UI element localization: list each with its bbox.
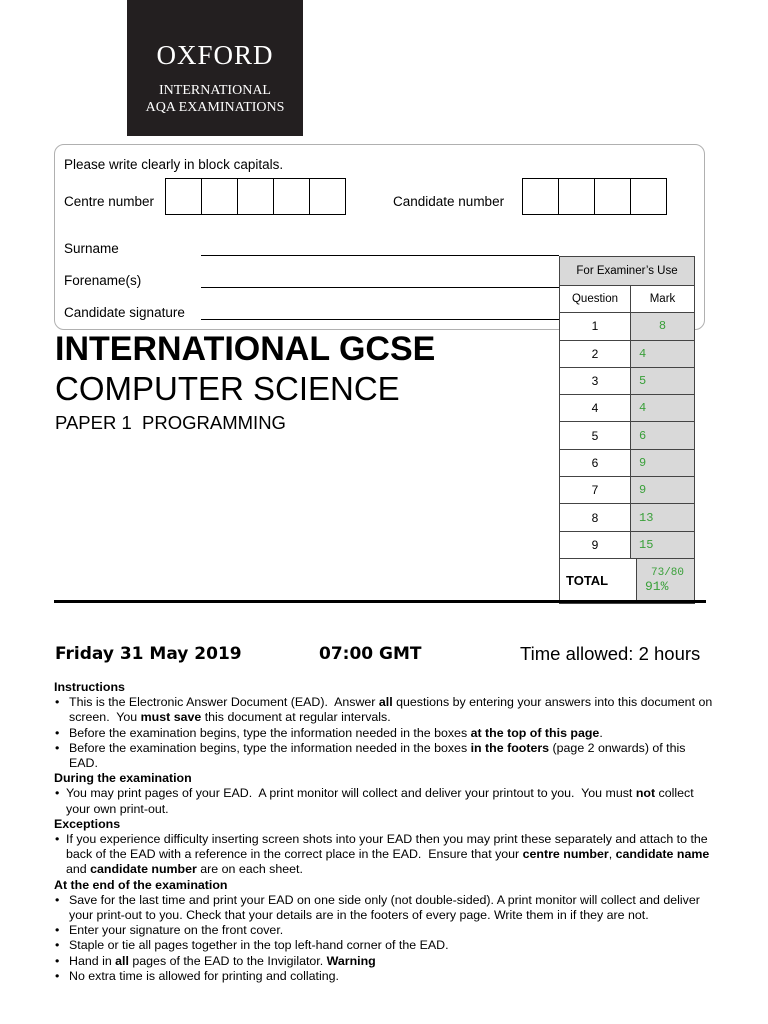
instruction-emphasis: not (635, 786, 656, 801)
table-row (560, 395, 694, 422)
list-item: • Save for the last time and print your EAD on one side only (not double-sided). A print monitor will collect and deliver your print-out to you. Check that your details are in the footers of every page. Write them in if they are not. (54, 893, 714, 923)
instruction-emphasis: candidate number (90, 862, 197, 877)
total-percent: 91% (645, 579, 669, 595)
instruction-text: Before the examination begins, type the information needed in the boxes (69, 725, 471, 740)
paper-title: PAPER 1 PROGRAMMING (55, 412, 286, 433)
logo-line-1: OXFORD (156, 40, 274, 70)
list-item (54, 726, 714, 741)
list-item (54, 695, 714, 725)
mark-value: 8 (631, 313, 694, 339)
logo-line-2: INTERNATIONAL (159, 83, 271, 98)
total-mark (637, 559, 694, 603)
question-number: 6 (560, 450, 631, 476)
total-row (560, 559, 694, 603)
end-of-exam-list (54, 893, 714, 984)
candidate-number-input[interactable] (522, 178, 667, 215)
oxford-aqa-logo (127, 0, 303, 136)
exceptions-list (54, 832, 714, 878)
exceptions-heading: Exceptions (54, 816, 121, 831)
logo-line-3: AQA EXAMINATIONS (145, 100, 285, 115)
instruction-text: and (66, 847, 713, 877)
candidate-digit-box[interactable] (631, 178, 667, 215)
time-allowed: Time allowed: 2 hours (520, 643, 701, 664)
question-number: 5 (560, 422, 631, 448)
mark-value: 15 (631, 532, 694, 558)
examiner-use-table (559, 256, 695, 604)
centre-digit-box[interactable] (274, 178, 310, 215)
instruction-emphasis: all (378, 695, 393, 710)
instruction-text: (page 2 onwards) of this EAD. (69, 740, 686, 771)
exam-date: Friday 31 May 2019 (55, 644, 242, 664)
instruction-text: questions by entering your answers into this document on screen. You (69, 695, 716, 725)
instruction-text: . (599, 725, 603, 740)
end-of-exam-heading: At the end of the examination (54, 877, 228, 892)
instructions-heading: Instructions (54, 680, 125, 694)
examiner-column-headers (560, 286, 694, 313)
question-column-header: Question (560, 286, 631, 312)
instruction-text: this document at regular intervals. (201, 710, 391, 725)
mark-value: 6 (631, 422, 694, 448)
candidate-digit-box[interactable] (522, 178, 559, 215)
centre-number-label: Centre number (64, 194, 155, 209)
instruction-text: pages of the EAD to the Invigilator. (128, 953, 327, 968)
centre-number-input[interactable] (165, 178, 346, 215)
mark-value: 13 (631, 504, 694, 530)
instruction-emphasis: all (115, 953, 129, 968)
subject-title: COMPUTER SCIENCE (55, 370, 400, 407)
question-number: 1 (560, 313, 631, 339)
during-exam-heading: During the examination (54, 771, 192, 786)
question-number: 3 (560, 368, 631, 394)
list-item (54, 741, 714, 771)
instruction-emphasis: candidate name (615, 847, 710, 862)
question-number: 7 (560, 477, 631, 503)
instruction-emphasis: centre number (522, 847, 609, 862)
mark-value: 9 (631, 477, 694, 503)
signature-input-line[interactable] (201, 319, 559, 320)
surname-input-line[interactable] (201, 255, 559, 256)
instruction-text: You may print pages of your EAD. A print monitor will collect and deliver your printout to you. You must (66, 786, 636, 801)
instructions-list (54, 695, 714, 771)
instructions-section (54, 680, 714, 984)
exam-time: 07:00 GMT (319, 644, 422, 664)
instruction-text: Before the examination begins, type the information needed in the boxes (69, 740, 471, 755)
total-score: 73/80 (651, 567, 685, 580)
table-row (560, 504, 694, 531)
list-item: • No extra time is allowed for printing and collating. (54, 969, 714, 984)
list-item (54, 786, 714, 816)
table-row (560, 450, 694, 477)
instruction-text: Hand in (69, 953, 116, 968)
centre-digit-box[interactable] (310, 178, 346, 215)
candidate-digit-box[interactable] (595, 178, 631, 215)
instruction-emphasis: must save (140, 710, 202, 725)
instruction-text: If you experience difficulty inserting screen shots into your EAD then you may print these separately and attach to the back of the EAD with a reference in the correct place in the EAD. Ensure that your (66, 832, 712, 862)
candidate-digit-box[interactable] (559, 178, 595, 215)
during-exam-list (54, 786, 714, 816)
list-item: • Staple or tie all pages together in the top left-hand corner of the EAD. (54, 938, 714, 953)
instruction-text: , (608, 847, 616, 862)
examiner-table-title: For Examiner’s Use (560, 257, 694, 286)
table-row (560, 341, 694, 368)
list-item: • Enter your signature on the front cover. (54, 923, 714, 938)
centre-digit-box[interactable] (238, 178, 274, 215)
instruction-text: This is the Electronic Answer Document (EAD). Answer (69, 695, 379, 710)
centre-digit-box[interactable] (165, 178, 202, 215)
mark-value: 4 (631, 395, 694, 421)
mark-value: 9 (631, 450, 694, 476)
mark-value: 4 (631, 341, 694, 367)
candidate-number-label: Candidate number (393, 194, 505, 209)
centre-digit-box[interactable] (202, 178, 238, 215)
question-number: 4 (560, 395, 631, 421)
qualification-title: INTERNATIONAL GCSE (55, 330, 436, 368)
mark-column-header: Mark (631, 286, 694, 312)
table-row (560, 477, 694, 504)
forename-label: Forename(s) (64, 273, 142, 288)
surname-label: Surname (64, 241, 119, 256)
divider-rule (54, 600, 706, 603)
question-number: 9 (560, 532, 631, 558)
instruction-emphasis: at the top of this page (470, 725, 600, 740)
block-capitals-prompt: Please write clearly in block capitals. (64, 157, 284, 172)
mark-value: 5 (631, 368, 694, 394)
table-row (560, 368, 694, 395)
forename-input-line[interactable] (201, 287, 559, 288)
question-number: 2 (560, 341, 631, 367)
table-row (560, 313, 694, 340)
instruction-emphasis: in the footers (470, 740, 550, 755)
instruction-text: are on each sheet. (196, 862, 303, 877)
total-label: TOTAL (560, 559, 637, 603)
table-row (560, 422, 694, 449)
list-item (54, 832, 714, 878)
signature-label: Candidate signature (64, 305, 185, 320)
table-row (560, 532, 694, 559)
instruction-text: collect your own print-out. (66, 786, 698, 816)
instruction-emphasis: Warning (326, 953, 376, 968)
list-item (54, 954, 714, 969)
question-number: 8 (560, 504, 631, 530)
